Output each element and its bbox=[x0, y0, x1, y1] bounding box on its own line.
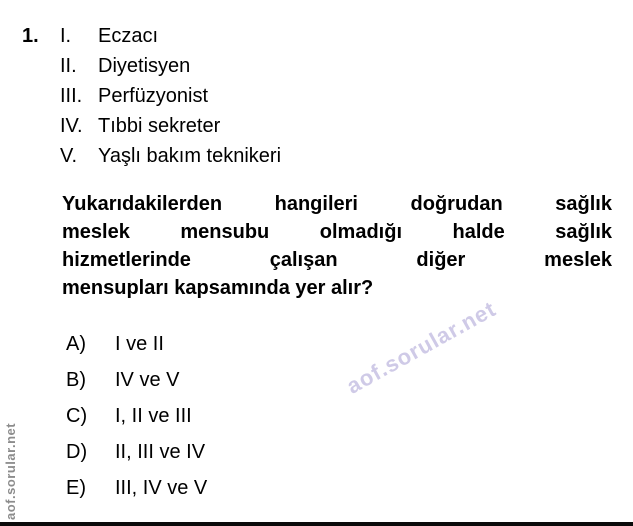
statement-row bbox=[60, 81, 281, 111]
watermark-diagonal: aof.sorular.net bbox=[342, 296, 501, 399]
option-row-e bbox=[66, 470, 207, 506]
statement-numeral: I. bbox=[60, 25, 72, 47]
statement-numeral: V. bbox=[60, 145, 78, 167]
option-text: I, II ve III bbox=[115, 405, 192, 427]
statement-text: Perfüzyonist bbox=[98, 85, 209, 107]
statement-row bbox=[60, 21, 281, 51]
option-row-d bbox=[66, 434, 207, 470]
statement-text: Eczacı bbox=[98, 25, 159, 47]
statement-numeral: IV. bbox=[60, 115, 83, 137]
question-line: meslek mensubu olmadığı halde sağlık bbox=[62, 221, 612, 243]
statement-row bbox=[60, 51, 281, 81]
option-text: II, III ve IV bbox=[115, 441, 206, 463]
option-letter: D) bbox=[66, 441, 88, 463]
option-row-a bbox=[66, 326, 207, 362]
bottom-divider bbox=[0, 522, 633, 526]
option-letter: C) bbox=[66, 405, 88, 427]
option-text: I ve II bbox=[115, 333, 164, 355]
statement-row bbox=[60, 111, 281, 141]
option-letter: B) bbox=[66, 369, 86, 391]
option-row-c bbox=[66, 398, 207, 434]
option-letter: E) bbox=[66, 477, 86, 499]
option-letter: A) bbox=[66, 333, 86, 355]
statement-list bbox=[60, 21, 281, 171]
statement-row bbox=[60, 141, 281, 171]
statement-text: Tıbbi sekreter bbox=[98, 115, 221, 137]
question-line: hizmetlerinde çalışan diğer meslek bbox=[62, 249, 612, 271]
answer-options bbox=[66, 326, 207, 506]
question-text bbox=[62, 190, 612, 302]
question-line: mensupları kapsamında yer alır? bbox=[62, 277, 374, 299]
watermark-vertical: aof.sorular.net bbox=[3, 422, 18, 520]
statement-text: Diyetisyen bbox=[98, 55, 191, 77]
question-number: 1. bbox=[22, 25, 39, 47]
statement-text: Yaşlı bakım teknikeri bbox=[98, 145, 282, 167]
question-line: Yukarıdakilerden hangileri doğrudan sağlık bbox=[62, 193, 612, 215]
option-text: IV ve V bbox=[115, 369, 180, 391]
statement-numeral: II. bbox=[60, 55, 77, 77]
option-row-b bbox=[66, 362, 207, 398]
statement-numeral: III. bbox=[60, 85, 83, 107]
option-text: III, IV ve V bbox=[115, 477, 208, 499]
